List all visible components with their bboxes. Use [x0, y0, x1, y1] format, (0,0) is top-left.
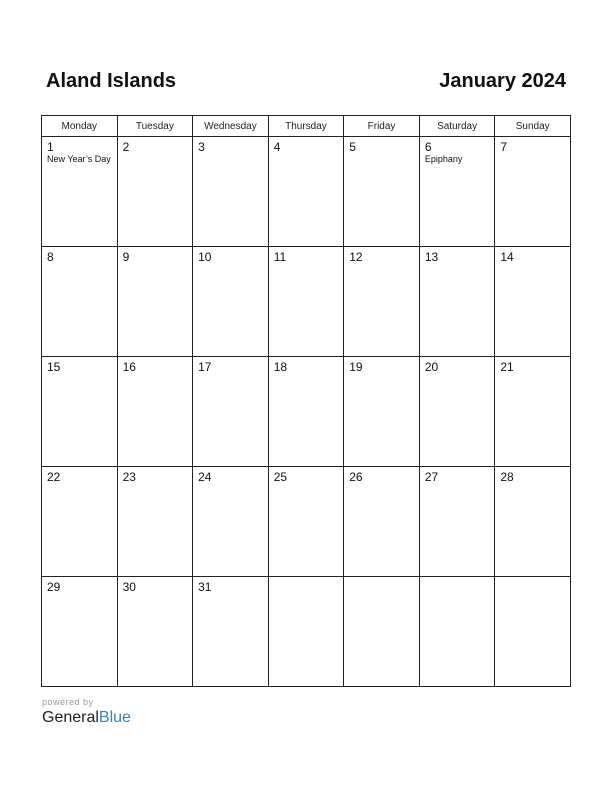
calendar-header — [46, 70, 566, 98]
day-number — [420, 577, 495, 580]
day-cell — [117, 247, 193, 357]
day-number: 17 — [198, 360, 212, 374]
weekday-header: Tuesday — [117, 116, 193, 137]
day-cell — [117, 357, 193, 467]
day-cell — [495, 577, 571, 687]
day-cell — [117, 137, 193, 247]
holiday-label: Epiphany — [424, 154, 463, 164]
day-cell — [344, 467, 420, 577]
day-number: 27 — [424, 470, 439, 484]
region-title: Aland Islands — [46, 70, 177, 92]
weekday-header-row — [42, 116, 571, 137]
day-cell — [268, 247, 344, 357]
day-number: 3 — [198, 140, 205, 154]
day-cell — [344, 247, 420, 357]
day-cell — [419, 357, 495, 467]
week-row — [42, 577, 571, 687]
weekday-header: Wednesday — [193, 116, 269, 137]
day-cell — [117, 467, 193, 577]
day-cell — [42, 577, 118, 687]
day-cell — [344, 577, 420, 687]
day-number: 18 — [273, 360, 288, 374]
day-number: 26 — [349, 470, 363, 484]
day-cell — [42, 357, 118, 467]
day-number: 24 — [198, 470, 212, 484]
day-cell — [495, 247, 571, 357]
day-number: 9 — [122, 250, 130, 264]
day-cell — [268, 137, 344, 247]
weekday-header: Friday — [344, 116, 420, 137]
week-row — [42, 247, 571, 357]
logo-text-blue: Blue — [98, 709, 131, 726]
day-number: 8 — [47, 250, 54, 264]
day-number: 1 — [47, 140, 54, 154]
day-number: 12 — [349, 250, 363, 264]
day-number: 11 — [273, 250, 287, 264]
day-cell — [193, 467, 269, 577]
day-number — [344, 577, 419, 580]
day-cell — [344, 357, 420, 467]
day-number — [269, 577, 344, 580]
weekday-header: Thursday — [268, 116, 344, 137]
day-number: 15 — [47, 360, 61, 374]
day-cell — [193, 357, 269, 467]
day-number: 31 — [198, 580, 212, 594]
day-number: 14 — [500, 250, 514, 264]
day-cell — [344, 137, 420, 247]
day-number: 6 — [424, 140, 432, 154]
day-number: 5 — [349, 140, 356, 154]
day-number: 20 — [424, 360, 439, 374]
day-cell — [193, 137, 269, 247]
day-number: 22 — [47, 470, 61, 484]
day-number: 29 — [47, 580, 61, 594]
day-cell — [117, 577, 193, 687]
day-number: 28 — [500, 470, 514, 484]
day-number: 30 — [122, 580, 136, 594]
day-cell — [193, 577, 269, 687]
generalblue-logo[interactable] — [42, 708, 131, 728]
weekday-header: Monday — [42, 116, 118, 137]
day-number: 23 — [122, 470, 136, 484]
day-cell — [419, 137, 495, 247]
logo-text-general: General — [42, 709, 99, 726]
day-cell — [495, 137, 571, 247]
day-cell — [419, 577, 495, 687]
day-cell — [419, 247, 495, 357]
day-number: 7 — [500, 140, 508, 154]
holiday-label: New Year’s Day — [47, 154, 111, 164]
day-number — [495, 577, 570, 580]
day-cell — [42, 467, 118, 577]
day-cell — [268, 577, 344, 687]
day-cell — [495, 467, 571, 577]
day-number: 19 — [349, 360, 363, 374]
weekday-header: Saturday — [419, 116, 495, 137]
week-row — [42, 467, 571, 577]
day-cell — [42, 247, 118, 357]
day-number: 2 — [122, 140, 130, 154]
day-number: 25 — [273, 470, 288, 484]
day-cell — [419, 467, 495, 577]
week-row — [42, 357, 571, 467]
day-cell — [268, 357, 344, 467]
footer — [42, 696, 131, 728]
day-number: 13 — [424, 250, 439, 264]
month-title: January 2024 — [439, 70, 566, 92]
powered-by-label: powered by — [42, 697, 94, 707]
day-cell — [42, 137, 118, 247]
weekday-header: Sunday — [495, 116, 571, 137]
day-cell — [495, 357, 571, 467]
week-row — [42, 137, 571, 247]
day-number: 10 — [198, 250, 212, 264]
day-number: 21 — [500, 360, 514, 374]
calendar-grid — [41, 115, 571, 687]
day-cell — [193, 247, 269, 357]
day-number: 4 — [273, 140, 281, 154]
day-cell — [268, 467, 344, 577]
day-number: 16 — [122, 360, 136, 374]
